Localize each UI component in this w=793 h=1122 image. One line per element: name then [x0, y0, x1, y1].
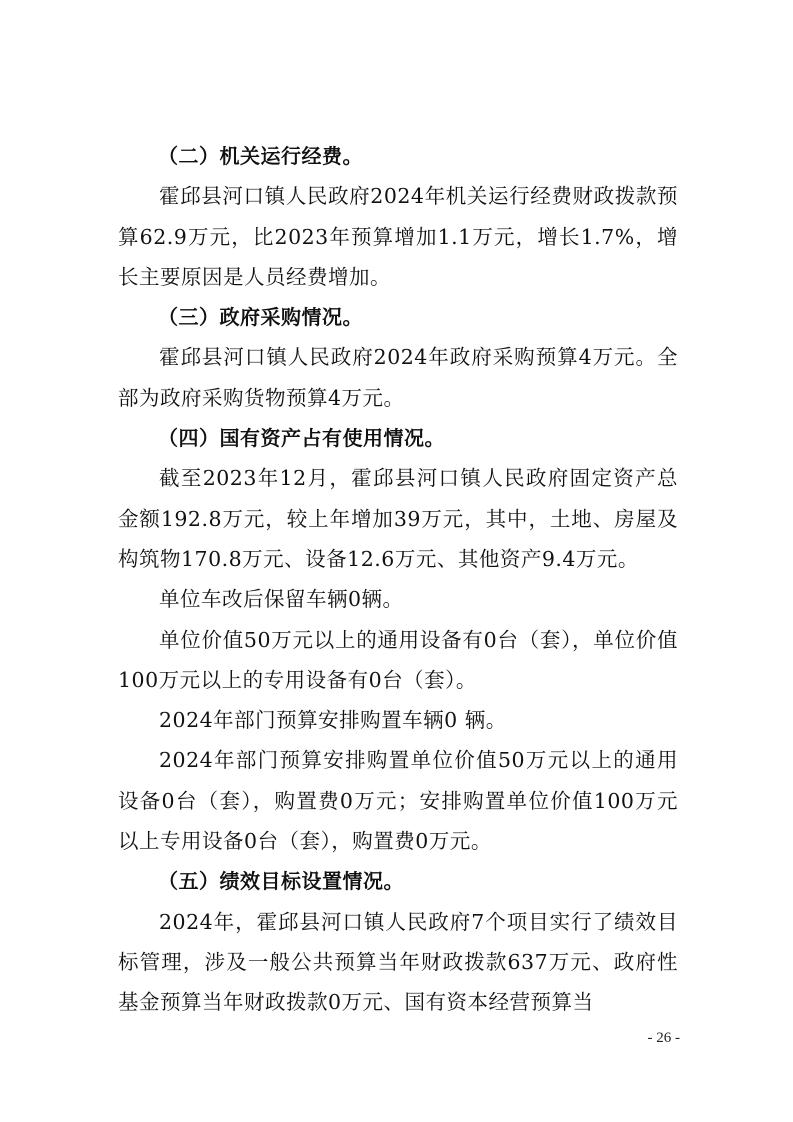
paragraph-operating-expenses: 霍邱县河口镇人民政府2024年机关运行经费财政拨款预算62.9万元，比2023年预算增加1.1万元，增长1.7%，增长主要原因是人员经费增加。: [118, 184, 678, 289]
section-heading-operating-expenses: （二）机关运行经费。: [158, 144, 363, 168]
section-heading-state-assets: （四）国有资产占有使用情况。: [158, 426, 445, 451]
paragraph-vehicle-purchase: 2024年部门预算安排购置车辆0 辆。: [159, 708, 507, 733]
paragraph-government-procurement: 霍邱县河口镇人民政府2024年政府采购预算4万元。全部为政府采购货物预算4万元。: [118, 345, 678, 410]
paragraph-performance-targets: 2024年，霍邱县河口镇人民政府7个项目实行了绩效目标管理，涉及一般公共预算当年财政拨款637万元、政府性基金预算当年财政拨款0万元、国有资本经营预算当: [118, 909, 678, 1015]
document-body: [118, 136, 678, 1023]
paragraph-equipment-purchase: 2024年部门预算安排购置单位价值50万元以上的通用设备0台（套），购置费0万元；安排购置单位价值100万元以上专用设备0台（套），购置费0万元。: [118, 748, 678, 854]
paragraph-fixed-assets: 截至2023年12月，霍邱县河口镇人民政府固定资产总金额192.8万元，较上年增加39万元，其中，土地、房屋及构筑物170.8万元、设备12.6万元、其他资产9.4万元。: [118, 466, 678, 571]
section-heading-performance-targets: （五）绩效目标设置情况。: [158, 869, 404, 894]
paragraph-equipment-holdings: 单位价值50万元以上的通用设备有0台（套），单位价值100万元以上的专用设备有0台（套）。: [118, 627, 678, 692]
section-heading-government-procurement: （三）政府采购情况。: [158, 305, 363, 330]
page-number: - 26 -: [647, 1030, 680, 1046]
paragraph-retained-vehicles: 单位车改后保留车辆0辆。: [159, 587, 404, 612]
